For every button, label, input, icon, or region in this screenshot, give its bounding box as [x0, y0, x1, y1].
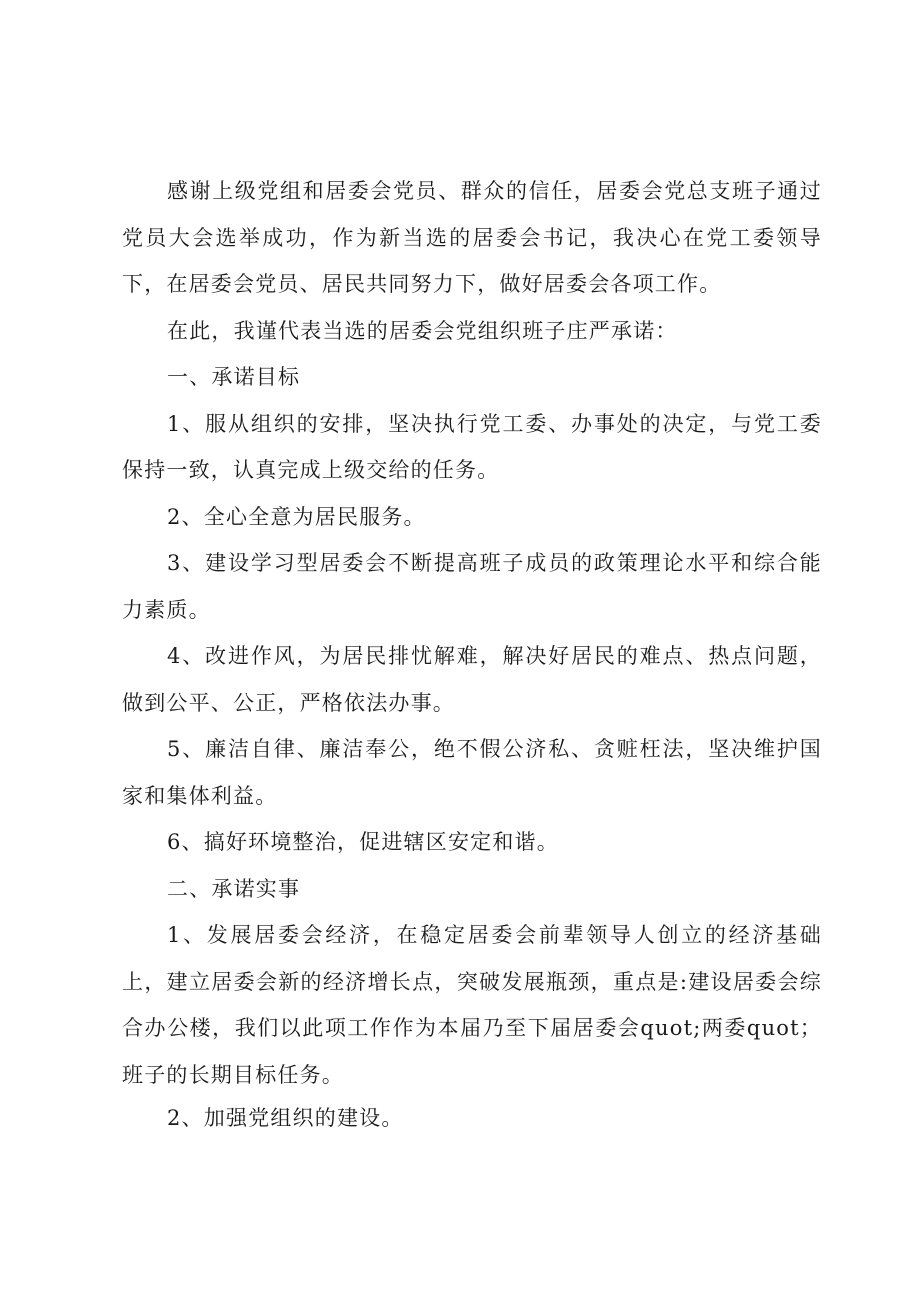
paragraph-intro: 感谢上级党组和居委会党员、群众的信任，居委会党总支班子通过党员大会选举成功，作为新当选的居委会书记，我决心在党工委领导下，在居委会党员、居民共同努力下，做好居委会各项工作。 — [122, 179, 822, 296]
goal-item-4: 4、改进作风，为居民排忧解难，解决好居民的难点、热点问题，做到公平、公正，严格依法办事。 — [122, 644, 822, 715]
document-body — [122, 168, 822, 1138]
task-item-1: 1、发展居委会经济，在稳定居委会前辈领导人创立的经济基础上，建立居委会新的经济增长点，突破发展瓶颈，重点是:建设居委会综合办公楼，我们以此项工作作为本届乃至下届居委会quot;两委quot；班子的长期目标任务。 — [122, 923, 822, 1087]
goal-item-6: 6、搞好环境整治，促进辖区安定和谐。 — [167, 830, 559, 854]
goal-item-1: 1、服从组织的安排，坚决执行党工委、办事处的决定，与党工委保持一致，认真完成上级交给的任务。 — [122, 411, 822, 482]
section-heading-goals: 一、承诺目标 — [167, 365, 301, 389]
goal-item-3: 3、建设学习型居委会不断提高班子成员的政策理论水平和综合能力素质。 — [122, 551, 822, 622]
section-heading-tasks: 二、承诺实事 — [167, 876, 301, 901]
task-item-2: 2、加强党组织的建设。 — [167, 1106, 404, 1130]
goal-item-5: 5、廉洁自律、廉洁奉公，绝不假公济私、贪赃枉法，坚决维护国家和集体利益。 — [122, 737, 822, 808]
goal-item-2: 2、全心全意为居民服务。 — [167, 504, 426, 529]
paragraph-pledge-statement: 在此，我谨代表当选的居委会党组织班子庄严承诺： — [167, 318, 678, 343]
